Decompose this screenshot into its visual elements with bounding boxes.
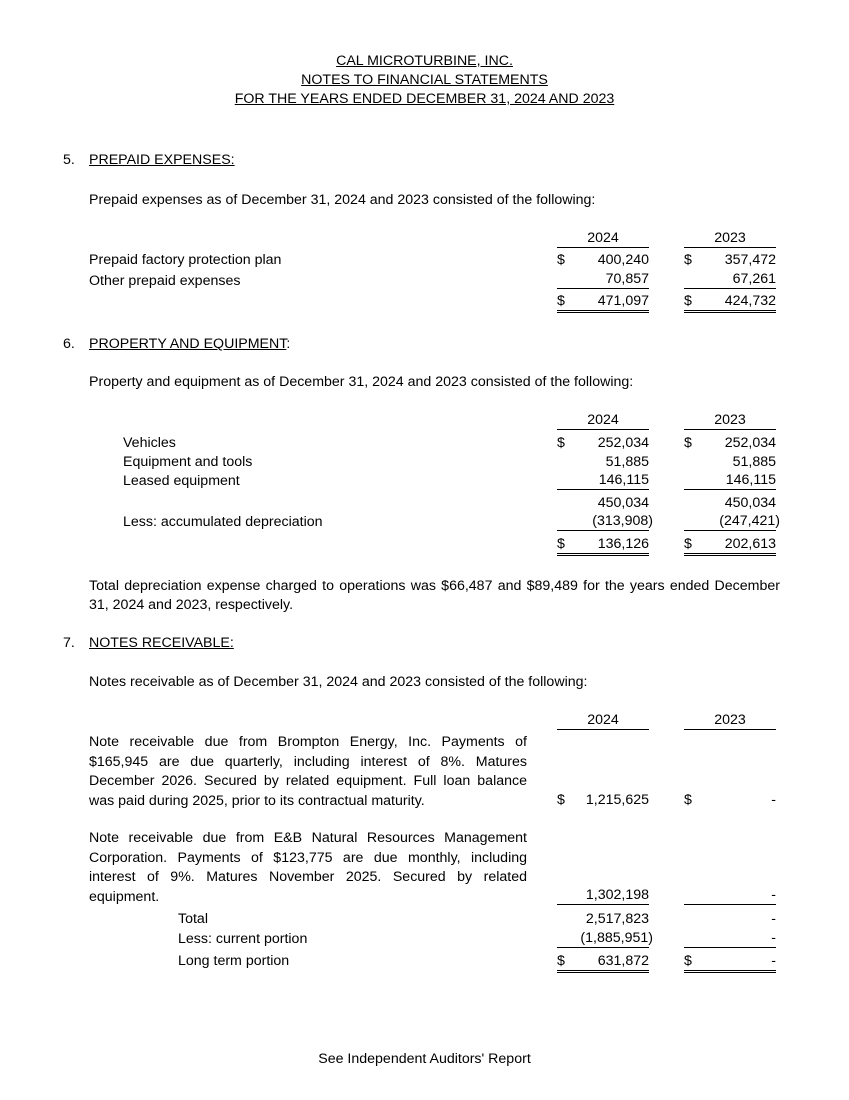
total-cell: $ 631,872 — [557, 953, 649, 973]
row-label: Vehicles — [123, 435, 176, 451]
note-receivable-eb: Note receivable due from E&B Natural Resources Management Corporation. Payments of $123,775 are due monthly, including interest of 9%. Matures November 2025. Secured by related equipment. — [89, 830, 527, 905]
section-6-title: PROPERTY AND EQUIPMENT: — [89, 336, 291, 352]
section-6-intro: Property and equipment as of December 31, 2024 and 2023 consisted of the following: — [89, 374, 634, 390]
amount-cell: - — [771, 911, 776, 927]
subtotal-cell: 450,034 — [597, 495, 649, 511]
amount-cell: - — [684, 930, 776, 948]
amount-cell: (1,885,951) — [557, 930, 649, 948]
amount-cell: (313,908) — [557, 513, 649, 531]
amount-cell: (247,421) — [684, 513, 776, 531]
amount-cell: $ 1,215,625 — [557, 792, 649, 808]
amount-cell: 51,885 — [732, 454, 776, 470]
row-label: Leased equipment — [123, 473, 240, 489]
amount-cell: 2,517,823 — [585, 911, 649, 927]
amount-cell: 51,885 — [605, 454, 649, 470]
section-5-title: PREPAID EXPENSES: — [89, 152, 235, 168]
col-header-2023: 2023 — [684, 412, 776, 430]
amount-cell: 146,115 — [557, 472, 649, 490]
row-label: Long term portion — [178, 953, 290, 969]
document-title: NOTES TO FINANCIAL STATEMENTS — [301, 72, 548, 88]
row-label: Total — [178, 911, 208, 927]
section-5-number: 5. — [63, 152, 75, 168]
company-name: CAL MICROTURBINE, INC. — [336, 53, 513, 69]
amount-cell: $ 252,034 — [557, 435, 649, 451]
amount-cell: 1,302,198 — [557, 887, 649, 905]
amount-cell: 146,115 — [684, 472, 776, 490]
amount-cell: $ - — [684, 792, 776, 808]
col-header-2024: 2024 — [557, 230, 649, 248]
section-6-number: 6. — [63, 336, 75, 352]
section-7-title: NOTES RECEIVABLE: — [89, 635, 234, 651]
col-header-2023: 2023 — [684, 230, 776, 248]
note-receivable-brompton: Note receivable due from Brompton Energy, Inc. Payments of $165,945 are due quarterly, including interest of 8%. Matures December 2026. Secured by related equipment. Full loan balance was paid during 2025, prior to its contractual maturity. — [89, 734, 527, 809]
amount-cell: $ 400,240 — [557, 252, 649, 268]
amount-cell: 67,261 — [684, 271, 776, 289]
total-cell: $ 424,732 — [684, 293, 776, 313]
total-cell: $ 471,097 — [557, 293, 649, 313]
col-header-2024: 2024 — [557, 712, 649, 730]
row-label: Other prepaid expenses — [89, 273, 241, 289]
section-7-intro: Notes receivable as of December 31, 2024 and 2023 consisted of the following: — [89, 674, 588, 690]
total-cell: $ 136,126 — [557, 536, 649, 556]
footer-note: See Independent Auditors' Report — [318, 1051, 531, 1067]
total-cell: $ 202,613 — [684, 536, 776, 556]
col-header-2023: 2023 — [684, 712, 776, 730]
amount-cell: 70,857 — [557, 271, 649, 289]
row-label: Less: current portion — [178, 931, 308, 947]
section-5-intro: Prepaid expenses as of December 31, 2024 and 2023 consisted of the following: — [89, 192, 596, 208]
depreciation-note: Total depreciation expense charged to operations was $66,487 and $89,489 for the years ended December 31, 2024 and 2023, respectively. — [89, 578, 780, 613]
subtotal-cell: 450,034 — [724, 495, 776, 511]
period-title: FOR THE YEARS ENDED DECEMBER 31, 2024 AND 2023 — [234, 91, 615, 107]
amount-cell: $ 252,034 — [684, 435, 776, 451]
amount-cell: - — [684, 887, 776, 905]
row-label: Less: accumulated depreciation — [123, 514, 323, 530]
section-7-number: 7. — [63, 635, 75, 651]
col-header-2024: 2024 — [557, 412, 649, 430]
amount-cell: $ 357,472 — [684, 252, 776, 268]
row-label: Prepaid factory protection plan — [89, 252, 282, 268]
total-cell: $ - — [684, 953, 776, 973]
row-label: Equipment and tools — [123, 454, 253, 470]
